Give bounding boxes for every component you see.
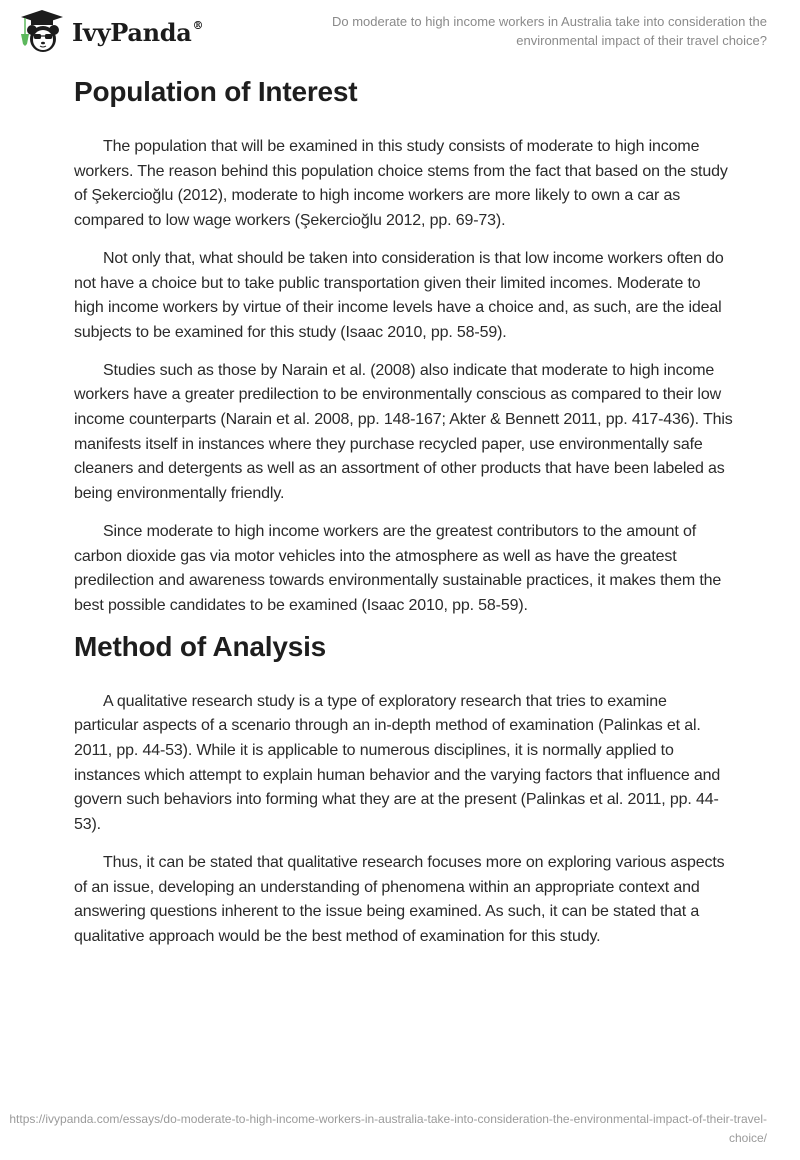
- paragraph: Since moderate to high income workers are the greatest contributors to the amount of carbon dioxide gas via motor vehicles into the atmosphere as well as have the greatest predilection and awareness towards environmentally sustainable practices, it makes them the best possible candidates to be examined (Isaac 2010, pp. 58-59).: [74, 522, 722, 614]
- source-url[interactable]: https://ivypanda.com/essays/do-moderate-to-high-income-workers-in-australia-take-into-consideration-the-environmental-impact-of-their-travel-choice/: [9, 1112, 767, 1145]
- paragraph: The population that will be examined in this study consists of moderate to high income workers. The reason behind this population choice stems from the fact that based on the study of Şekercioğlu (2012), moderate to high income workers are more likely to own a car as compared to low wage workers (Şekercioğlu 2012, pp. 69-73).: [74, 138, 728, 230]
- paragraph: Not only that, what should be taken into consideration is that low income workers often do not have a choice but to take public transportation given their limited incomes. Moderate to high income workers by virtue of their income levels have a choice and, as such, are the ideal subjects to be examined for this study (Isaac 2010, pp. 58-59).: [74, 249, 724, 341]
- section-population-of-interest: [74, 72, 734, 619]
- essay-content: [74, 70, 734, 950]
- paragraph: Studies such as those by Narain et al. (2008) also indicate that moderate to high income workers have a greater predilection to be environmentally conscious as compared to their low income counterparts (Narain et al. 2008, pp. 148-167; Akter & Bennett 2011, pp. 417-436). This manifests itself in instances where they purchase recycled paper, use environmentally safe cleaners and detergents as well as an assortment of other products that have been labeled as being environmentally friendly.: [74, 361, 733, 503]
- paragraph: Thus, it can be stated that qualitative research focuses more on exploring various aspects of an issue, developing an understanding of phenomena within an appropriate context and answering questions inherent to the issue being examined. As such, it can be stated that a qualitative approach would be the best method of examination for this study.: [74, 853, 725, 945]
- paragraph: A qualitative research study is a type of exploratory research that tries to examine particular aspects of a scenario through an in-depth method of examination (Palinkas et al. 2011, pp. 44-53). While it is applicable to numerous disciplines, it is normally applied to instances which attempt to explain human behavior and the varying factors that influence and govern such behaviors into forming what they are at the present (Palinkas et al. 2011, pp. 44-53).: [74, 692, 721, 834]
- panda-graduate-icon: [17, 8, 67, 54]
- logo-wordmark: IvyPanda®: [72, 17, 204, 47]
- registered-mark: ®: [192, 18, 204, 32]
- document-title: Do moderate to high income workers in Australia take into consideration the environmental impact of their travel choice?: [331, 14, 767, 48]
- ivypanda-logo[interactable]: [17, 8, 203, 54]
- page-header: [0, 0, 800, 64]
- section-method-of-analysis: [74, 627, 734, 950]
- section-heading: Method of Analysis: [74, 630, 327, 662]
- section-heading: Population of Interest: [74, 76, 358, 107]
